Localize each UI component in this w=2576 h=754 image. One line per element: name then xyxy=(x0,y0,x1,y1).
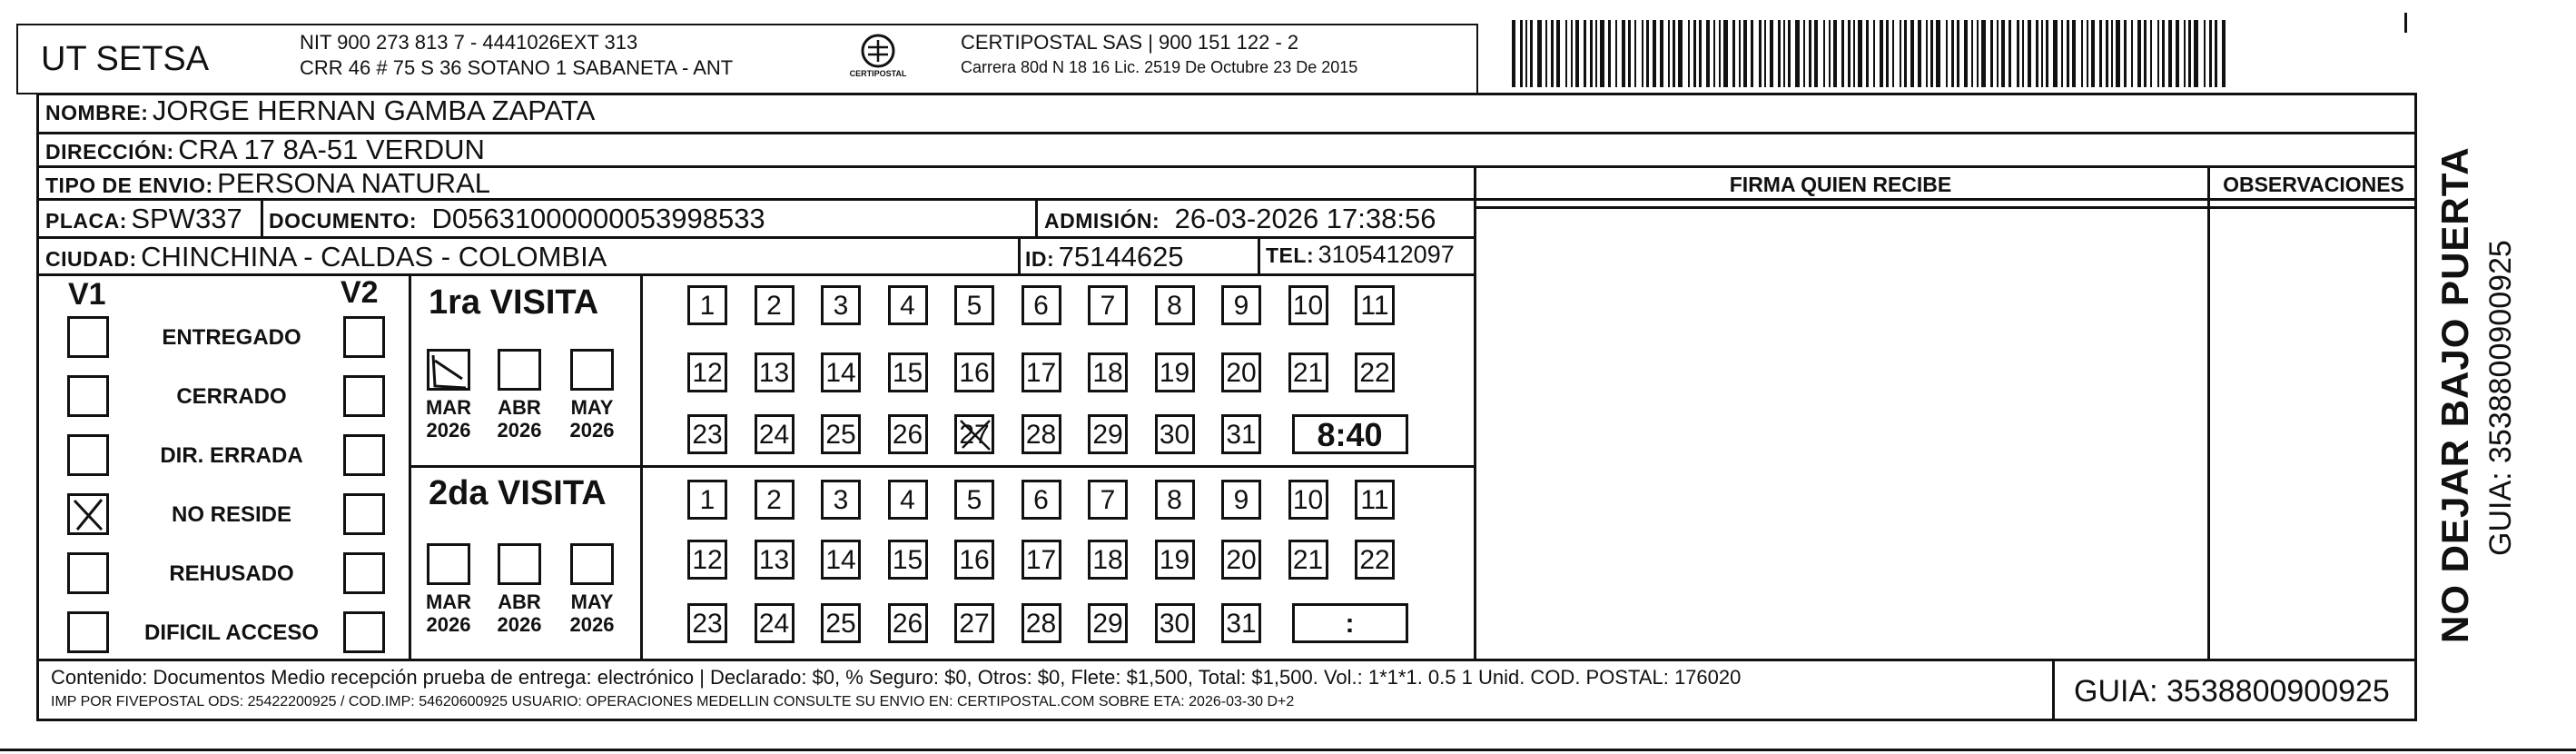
barcode-bar xyxy=(2061,20,2063,87)
barcode-bar xyxy=(1732,20,1735,87)
first-visit-day-17[interactable]: 17 xyxy=(1022,352,1061,392)
barcode-bar xyxy=(1595,20,1597,87)
barcode-bar xyxy=(1918,20,1921,87)
first-visit-day-31[interactable]: 31 xyxy=(1221,414,1261,454)
barcode-bar xyxy=(1660,20,1663,87)
first-visit-day-25[interactable]: 25 xyxy=(821,414,861,454)
v2-checkbox-rehusado[interactable] xyxy=(343,552,385,594)
nit-line: NIT 900 273 813 7 - 4441026EXT 313 xyxy=(300,31,638,54)
barcode-bar xyxy=(1551,20,1554,87)
barcode-bar xyxy=(1981,20,1986,87)
certipostal-logo xyxy=(837,31,919,84)
reason-label: CERRADO xyxy=(176,384,287,409)
barcode-bar xyxy=(1743,20,1747,87)
second-visit-day-15[interactable]: 15 xyxy=(888,540,928,580)
month-label: ABR 2026 xyxy=(497,396,542,441)
barcode-bar xyxy=(1814,20,1818,87)
barcode-bar xyxy=(1910,20,1914,87)
barcode-bar xyxy=(1646,20,1649,87)
side-guia-text: GUIA: 3538800900925 xyxy=(2483,240,2518,556)
side-warning xyxy=(2433,146,2477,643)
first-visit-day-26[interactable]: 26 xyxy=(888,414,928,454)
barcode-bar xyxy=(1880,20,1883,87)
barcode-bar xyxy=(2041,20,2043,87)
barcode-bar xyxy=(1795,20,1800,87)
barcode-bar xyxy=(2137,20,2141,87)
second-visit-day-14[interactable]: 14 xyxy=(821,540,861,580)
tipo-label: TIPO DE ENVIO: xyxy=(45,174,213,197)
barcode-bar xyxy=(2184,20,2186,87)
month-label: MAR 2026 xyxy=(425,590,472,636)
barcode-bar xyxy=(1926,20,1928,87)
barcode-bar xyxy=(2144,20,2147,87)
barcode-bar xyxy=(1600,20,1604,87)
barcode-bar xyxy=(1723,20,1728,87)
observaciones-area[interactable] xyxy=(2210,210,2415,658)
barcode-bar xyxy=(1788,20,1791,87)
barcode-bar xyxy=(1957,20,1959,87)
barcode-bar xyxy=(2087,20,2088,87)
reason-label: NO RESIDE xyxy=(171,502,292,527)
second-visit-day-10[interactable]: 10 xyxy=(1288,480,1328,520)
company-name: UT SETSA xyxy=(41,40,210,78)
barcode-bar xyxy=(1699,20,1702,87)
nombre-value: JORGE HERNAN GAMBA ZAPATA xyxy=(152,94,596,126)
second-visit-day-20[interactable]: 20 xyxy=(1221,540,1261,580)
barcode-bar xyxy=(1556,20,1560,87)
side-guia xyxy=(2483,240,2519,556)
barcode-bar xyxy=(1668,20,1670,87)
second-visit-day-7[interactable]: 7 xyxy=(1088,480,1128,520)
first-visit-day-8[interactable]: 8 xyxy=(1155,285,1195,325)
direccion-label: DIRECCIÓN: xyxy=(45,140,174,164)
barcode-bar xyxy=(1936,20,1940,87)
barcode-bar xyxy=(2124,20,2127,87)
second-visit-day-21[interactable]: 21 xyxy=(1288,540,1328,580)
second-visit-day-17[interactable]: 17 xyxy=(1022,540,1061,580)
month-label: MAR 2026 xyxy=(425,396,472,441)
first-visit-day-30[interactable]: 30 xyxy=(1155,414,1195,454)
second-visit-day-25[interactable]: 25 xyxy=(821,603,861,643)
second-visit-day-2[interactable]: 2 xyxy=(755,480,795,520)
barcode-bar xyxy=(1520,20,1523,87)
barcode-bar xyxy=(1584,20,1586,87)
admision-row xyxy=(1044,203,1436,235)
barcode-bar xyxy=(2106,20,2108,87)
barcode-bar xyxy=(2168,20,2172,87)
barcode-bar xyxy=(2072,20,2076,87)
second-visit-day-23[interactable]: 23 xyxy=(687,603,727,643)
v1-checkbox-rehusado[interactable] xyxy=(67,552,109,594)
barcode-bar xyxy=(1900,20,1901,87)
barcode-bar xyxy=(2188,20,2191,87)
barcode-bar xyxy=(2150,20,2152,87)
barcode-bar xyxy=(2099,20,2102,87)
certipostal-title: CERTIPOSTAL SAS | 900 151 122 - 2 xyxy=(961,31,1299,54)
first-visit-day-27[interactable]: 27 xyxy=(954,414,994,454)
barcode-bar xyxy=(1964,20,1968,87)
second-visit-day-9[interactable]: 9 xyxy=(1221,480,1261,520)
barcode-bar xyxy=(1525,20,1527,87)
barcode-bar xyxy=(2036,20,2038,87)
barcode-bar xyxy=(1904,20,1907,87)
barcode-bar xyxy=(1678,20,1683,87)
second-visit-day-28[interactable]: 28 xyxy=(1022,603,1061,643)
barcode-bar xyxy=(2204,20,2206,87)
barcode-bar xyxy=(2067,20,2069,87)
second-visit-day-8[interactable]: 8 xyxy=(1155,480,1195,520)
barcode-bar xyxy=(2001,20,2005,87)
barcode-bar xyxy=(1673,20,1675,87)
v1-checkbox-no-reside[interactable] xyxy=(67,493,109,535)
barcode-bar xyxy=(1575,20,1579,87)
month-label: MAY 2026 xyxy=(569,396,615,441)
observaciones-header: OBSERVACIONES xyxy=(2223,173,2404,196)
ciudad-label: CIUDAD: xyxy=(45,247,137,271)
cut-line xyxy=(0,749,2576,751)
first-visit-month-mar[interactable] xyxy=(427,349,470,391)
barcode-bar xyxy=(1778,20,1781,87)
first-visit-title: 1ra VISITA xyxy=(429,283,599,322)
barcode-bar xyxy=(2222,20,2226,87)
first-visit-day-1[interactable]: 1 xyxy=(687,285,727,325)
first-visit-day-15[interactable]: 15 xyxy=(888,352,928,392)
side-warning-text: NO DEJAR BAJO PUERTA xyxy=(2433,146,2476,643)
second-visit-day-12[interactable]: 12 xyxy=(687,540,727,580)
tipo-row xyxy=(45,167,490,200)
footer-guia: GUIA: 3538800900925 xyxy=(2074,674,2390,709)
first-visit-month-may[interactable] xyxy=(570,349,614,391)
barcode-bar xyxy=(1886,20,1889,87)
barcode-bar xyxy=(1622,20,1625,87)
barcode xyxy=(1512,20,2238,87)
first-visit-day-16[interactable]: 16 xyxy=(954,352,994,392)
barcode-bar xyxy=(1930,20,1933,87)
check-x-icon xyxy=(70,496,106,532)
barcode-bar xyxy=(2116,20,2120,87)
second-visit-month-may[interactable] xyxy=(570,543,614,585)
logo-text: CERTIPOSTAL xyxy=(849,69,907,78)
barcode-bar xyxy=(1642,20,1643,87)
second-visit-day-26[interactable]: 26 xyxy=(888,603,928,643)
tel-label: TEL: xyxy=(1266,243,1315,267)
second-visit-day-19[interactable]: 19 xyxy=(1155,540,1195,580)
v2-checkbox-dir-errada[interactable] xyxy=(343,434,385,476)
barcode-bar xyxy=(1634,20,1636,87)
second-visit-day-4[interactable]: 4 xyxy=(888,480,928,520)
barcode-bar xyxy=(2176,20,2179,87)
reason-label: REHUSADO xyxy=(169,561,294,586)
second-visit-day-1[interactable]: 1 xyxy=(687,480,727,520)
barcode-bar xyxy=(1688,20,1690,87)
v2-checkbox-no-reside[interactable] xyxy=(343,493,385,535)
second-visit-title: 2da VISITA xyxy=(429,474,607,512)
tel-row xyxy=(1266,241,1455,269)
month-label: MAY 2026 xyxy=(569,590,615,636)
barcode-bar xyxy=(1565,20,1567,87)
second-visit-time-field[interactable]: : xyxy=(1292,603,1408,643)
id-row xyxy=(1025,241,1184,273)
barcode-bar xyxy=(1803,20,1805,87)
v2-label: V2 xyxy=(341,275,379,310)
barcode-bar xyxy=(1990,20,1993,87)
first-visit-month-abr[interactable] xyxy=(498,349,541,391)
second-visit-day-31[interactable]: 31 xyxy=(1221,603,1261,643)
barcode-bar xyxy=(1873,20,1875,87)
documento-label: DOCUMENTO: xyxy=(269,209,418,233)
second-visit-month-mar[interactable] xyxy=(427,543,470,585)
check-mark-icon xyxy=(429,352,469,390)
second-visit-day-29[interactable]: 29 xyxy=(1088,603,1128,643)
first-visit-day-4[interactable]: 4 xyxy=(888,285,928,325)
barcode-bar xyxy=(1848,20,1851,87)
documento-value: D05631000000053998533 xyxy=(431,203,765,234)
v2-checkbox-entregado[interactable] xyxy=(343,316,385,358)
v1-checkbox-entregado[interactable] xyxy=(67,316,109,358)
barcode-bar xyxy=(1693,20,1696,87)
barcode-bar xyxy=(1841,20,1844,87)
first-visit-day-28[interactable]: 28 xyxy=(1022,414,1061,454)
v2-checkbox-cerrado[interactable] xyxy=(343,375,385,417)
barcode-bar xyxy=(1866,20,1869,87)
barcode-bar xyxy=(1809,20,1811,87)
barcode-bar xyxy=(2157,20,2159,87)
month-label: ABR 2026 xyxy=(497,590,542,636)
first-visit-day-20[interactable]: 20 xyxy=(1221,352,1261,392)
firma-area[interactable] xyxy=(1476,210,2206,658)
placa-value: SPW337 xyxy=(131,203,242,234)
barcode-bar xyxy=(2008,20,2011,87)
first-visit-day-6[interactable]: 6 xyxy=(1022,285,1061,325)
barcode-bar xyxy=(1853,20,1855,87)
barcode-bar xyxy=(1628,20,1631,87)
barcode-bar xyxy=(1719,20,1721,87)
barcode-bar xyxy=(1759,20,1762,87)
second-visit-day-5[interactable]: 5 xyxy=(954,480,994,520)
v1-label: V1 xyxy=(68,277,106,312)
v1-checkbox-dir-errada[interactable] xyxy=(67,434,109,476)
barcode-bar xyxy=(2162,20,2165,87)
barcode-bar xyxy=(2209,20,2212,87)
barcode-bar xyxy=(1971,20,1973,87)
tel-value: 3105412097 xyxy=(1318,241,1455,268)
barcode-bar xyxy=(1858,20,1862,87)
barcode-bar xyxy=(1739,20,1741,87)
first-visit-day-13[interactable]: 13 xyxy=(755,352,795,392)
barcode-bar xyxy=(1713,20,1715,87)
barcode-bar xyxy=(2131,20,2133,87)
second-visit-month-abr[interactable] xyxy=(498,543,541,585)
barcode-bar xyxy=(1545,20,1547,87)
reason-label: ENTREGADO xyxy=(162,325,301,350)
barcode-bar xyxy=(1829,20,1831,87)
barcode-bar xyxy=(2028,20,2031,87)
barcode-bar xyxy=(2046,20,2048,87)
first-visit-day-23[interactable]: 23 xyxy=(687,414,727,454)
barcode-bar xyxy=(1571,20,1573,87)
barcode-bar xyxy=(1751,20,1753,87)
content-line: Contenido: Documentos Medio recepción prueba de entrega: electrónico | Declarado: $0, % Seguro: $0, Otros: $0, Flete: $1,500, Total: $1,500. Vol.: 1*1*1. 0.5 1 Unid. COD. POSTAL: 176020 xyxy=(51,666,1742,689)
reason-label: DIFICIL ACCESO xyxy=(143,620,319,645)
first-visit-day-14[interactable]: 14 xyxy=(821,352,861,392)
second-visit-day-24[interactable]: 24 xyxy=(755,603,795,643)
ciudad-row xyxy=(45,241,607,273)
second-visit-day-18[interactable]: 18 xyxy=(1088,540,1128,580)
barcode-bar xyxy=(1537,20,1542,87)
imp-line: IMP POR FIVEPOSTAL ODS: 25422200925 / COD.IMP: 54620600925 USUARIO: OPERACIONES MEDELLIN CONSULTE SU ENVIO EN: CERTIPOSTAL.COM SOBRE ETA: 2026-03-30 D+2 xyxy=(51,694,1295,709)
first-visit-day-2[interactable]: 2 xyxy=(755,285,795,325)
placa-label: PLACA: xyxy=(45,209,127,233)
first-visit-time-field[interactable]: 8:40 xyxy=(1292,414,1408,454)
barcode-bar xyxy=(2111,20,2113,87)
tipo-value: PERSONA NATURAL xyxy=(217,167,490,199)
v1-checkbox-dificil-acceso[interactable] xyxy=(67,611,109,653)
first-visit-day-12[interactable]: 12 xyxy=(687,352,727,392)
second-visit-day-6[interactable]: 6 xyxy=(1022,480,1061,520)
placa-row xyxy=(45,203,242,235)
barcode-bar xyxy=(1892,20,1894,87)
documento-row xyxy=(269,203,765,235)
second-visit-day-27[interactable]: 27 xyxy=(954,603,994,643)
barcode-bar xyxy=(1833,20,1837,87)
first-visit-day-11[interactable]: 11 xyxy=(1355,285,1395,325)
v1-checkbox-cerrado[interactable] xyxy=(67,375,109,417)
barcode-bar xyxy=(1530,20,1533,87)
barcode-bar xyxy=(1783,20,1785,87)
nombre-row xyxy=(45,94,595,127)
barcode-bar xyxy=(1997,20,1999,87)
certipostal-sub: Carrera 80d N 18 16 Lic. 2519 De Octubre 23 De 2015 xyxy=(961,58,1358,76)
second-visit-day-11[interactable]: 11 xyxy=(1355,480,1395,520)
id-value: 75144625 xyxy=(1058,241,1184,273)
admision-label: ADMISIÓN: xyxy=(1044,209,1160,233)
first-visit-day-7[interactable]: 7 xyxy=(1088,285,1128,325)
barcode-bar xyxy=(1764,20,1766,87)
barcode-bar xyxy=(1615,20,1617,87)
direccion-row xyxy=(45,134,485,166)
barcode-bar xyxy=(1590,20,1593,87)
ciudad-value: CHINCHINA - CALDAS - COLOMBIA xyxy=(141,241,607,273)
id-label: ID: xyxy=(1025,247,1055,271)
first-visit-day-9[interactable]: 9 xyxy=(1221,285,1261,325)
barcode-bar xyxy=(1823,20,1825,87)
strike-x-icon xyxy=(957,417,993,453)
barcode-bar xyxy=(1770,20,1773,87)
first-visit-day-19[interactable]: 19 xyxy=(1155,352,1195,392)
second-visit-day-13[interactable]: 13 xyxy=(755,540,795,580)
barcode-bar xyxy=(2215,20,2217,87)
first-visit-day-22[interactable]: 22 xyxy=(1355,352,1395,392)
barcode-bar xyxy=(1512,20,1515,87)
second-visit-day-3[interactable]: 3 xyxy=(821,480,861,520)
admision-value: 26-03-2026 17:38:56 xyxy=(1174,203,1436,234)
barcode-bar xyxy=(2017,20,2019,87)
second-visit-day-16[interactable]: 16 xyxy=(954,540,994,580)
barcode-bar xyxy=(2053,20,2058,87)
corner-tick xyxy=(2404,13,2407,33)
first-visit-day-18[interactable]: 18 xyxy=(1088,352,1128,392)
nombre-label: NOMBRE: xyxy=(45,101,149,124)
barcode-bar xyxy=(1946,20,1948,87)
direccion-value: CRA 17 8A-51 VERDUN xyxy=(178,134,485,165)
barcode-bar xyxy=(1977,20,1979,87)
barcode-bar xyxy=(2022,20,2024,87)
barcode-bar xyxy=(2194,20,2198,87)
second-visit-day-22[interactable]: 22 xyxy=(1355,540,1395,580)
barcode-bar xyxy=(1706,20,1710,87)
barcode-bar xyxy=(2081,20,2083,87)
firma-header: FIRMA QUIEN RECIBE xyxy=(1729,173,1952,196)
first-visit-day-24[interactable]: 24 xyxy=(755,414,795,454)
barcode-bar xyxy=(1653,20,1656,87)
first-visit-day-21[interactable]: 21 xyxy=(1288,352,1328,392)
first-visit-day-29[interactable]: 29 xyxy=(1088,414,1128,454)
barcode-bar xyxy=(1951,20,1954,87)
first-visit-day-10[interactable]: 10 xyxy=(1288,285,1328,325)
second-visit-day-30[interactable]: 30 xyxy=(1155,603,1195,643)
barcode-bar xyxy=(2091,20,2095,87)
first-visit-day-5[interactable]: 5 xyxy=(954,285,994,325)
first-visit-day-3[interactable]: 3 xyxy=(821,285,861,325)
barcode-bar xyxy=(1608,20,1611,87)
address-line: CRR 46 # 75 S 36 SOTANO 1 SABANETA - ANT xyxy=(300,56,734,79)
v2-checkbox-dificil-acceso[interactable] xyxy=(343,611,385,653)
reason-label: DIR. ERRADA xyxy=(160,443,303,468)
